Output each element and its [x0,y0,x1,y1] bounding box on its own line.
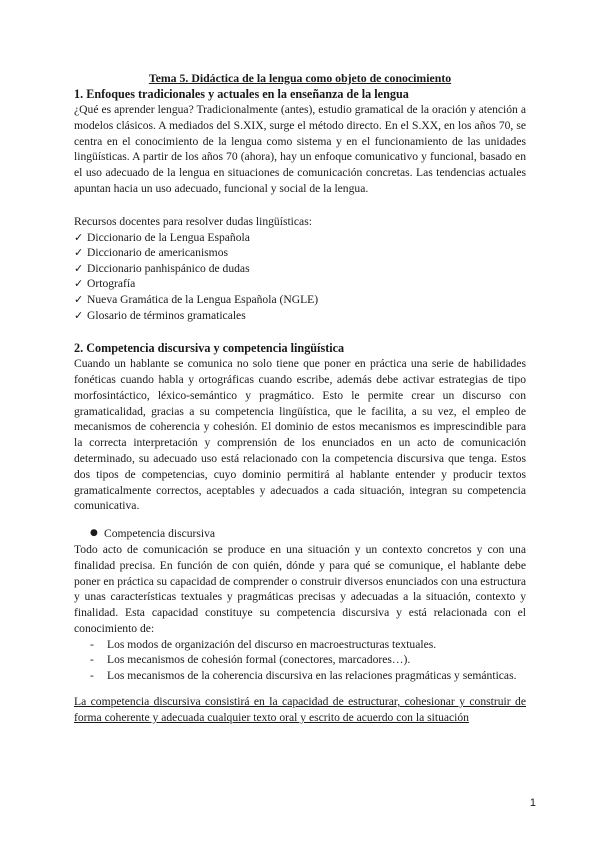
bullet-icon: ● [90,528,98,539]
list-item: ✓ Diccionario de la Lengua Española [74,230,250,244]
underlined-paragraph: La competencia discursiva consistirá en la capacidad de estructurar, cohesionar y construir de forma coherente y adecuada cualquier texto oral y escrito de acuerdo con la situación [74,695,526,724]
list-item: ✓ Diccionario panhispánico de dudas [74,261,250,275]
section-2-heading: 2. Competencia discursiva y competencia lingüística [74,341,345,356]
dash-icon: - [90,637,94,651]
list-item [74,526,526,542]
check-icon: ✓ [74,308,84,322]
dash-icon: - [90,653,94,667]
section-1-heading: 1. Enfoques tradicionales y actuales en la enseñanza de la lengua [74,87,409,101]
subheading-list [74,526,526,542]
list-item: - Los modos de organización del discurso en macroestructuras textuales. [90,637,437,651]
list-item: - Los mecanismos de la coherencia discursiva en las relaciones pragmáticas y semánticas. [90,669,517,683]
check-icon: ✓ [74,277,84,291]
dash-icon: - [90,669,94,683]
resources-list [74,230,526,324]
list-item: ✓ Ortografía [74,277,136,291]
knowledge-list [74,637,526,684]
check-icon: ✓ [74,246,84,260]
list-item: - Los mecanismos de cohesión formal (conectores, marcadores…). [90,653,411,667]
subheading-competencia-discursiva: Competencia discursiva [104,527,216,541]
list-item: ✓ Nueva Gramática de la Lengua Española (NGLE) [74,292,319,306]
list-item: ✓ Diccionario de americanismos [74,246,229,260]
section-2-paragraph: Cuando un hablante se comunica no solo tiene que poner en práctica una serie de habilidades fonéticas cuando habla y ortográficas cuando escribe, además debe activar estrategias de tipo morfosintáctico, léxico-semántico y pragmático. Esto le permite crear un discurso con gramaticalidad, gracias a su competencia lingüística, que le facilita, a su vez, el empleo de mecanismos de coherencia y cohesión. El dominio de estos mecanismos es imprescindible para la correcta interpretación y comprensión de los enunciados en un acto de comunicación determinado, su adecuado uso está relacionado con la competencia discursiva que tenga. Estos dos tipos de competencias, cuyo dominio permitirá al hablante entender y producir textos gramaticalmente correctos, aceptables y adecuados a cada situación, integran su competencia comunicativa. [74,357,526,513]
section-1-paragraph: ¿Qué es aprender lengua? Tradicionalmente (antes), estudio gramatical de la oración y atención a modelos clásicos. A mediados del S.XIX, surge el método directo. En el S.XX, en los años 70, se centra en el conocimiento de la lengua como sistema y en el funcionamiento de las unidades lingüísticas. A partir de los años 70 (ahora), hay un enfoque comunicativo y funcional, basado en el uso adecuado de la lengua en situaciones de comunicación concretas. Las tendencias actuales apuntan hacia un uso adecuado, funcional y social de la lengua. [74,103,526,195]
check-icon: ✓ [74,230,84,244]
section-2-paragraph-2: Todo acto de comunicación se produce en una situación y un contexto concretos y con una finalidad precisa. En función de con quién, dónde y para qué se comunique, el hablante debe poner en práctica su capacidad de comprender o construir diversos enunciados con una estructura y unas características textuales y pragmáticas precisas y adecuadas a la situación, contexto y finalidad. Esta capacidad constituye su competencia discursiva y está relacionada con el conocimiento de: [74,542,526,635]
page-number: 1 [529,797,536,809]
document-content [74,86,526,726]
resources-intro: Recursos docentes para resolver dudas lingüísticas: [74,214,312,228]
check-icon: ✓ [74,292,84,306]
document-title: Tema 5. Didáctica de la lengua como objeto de conocimiento [148,71,452,85]
list-item: ✓ Glosario de términos gramaticales [74,308,246,322]
check-icon: ✓ [74,261,84,275]
